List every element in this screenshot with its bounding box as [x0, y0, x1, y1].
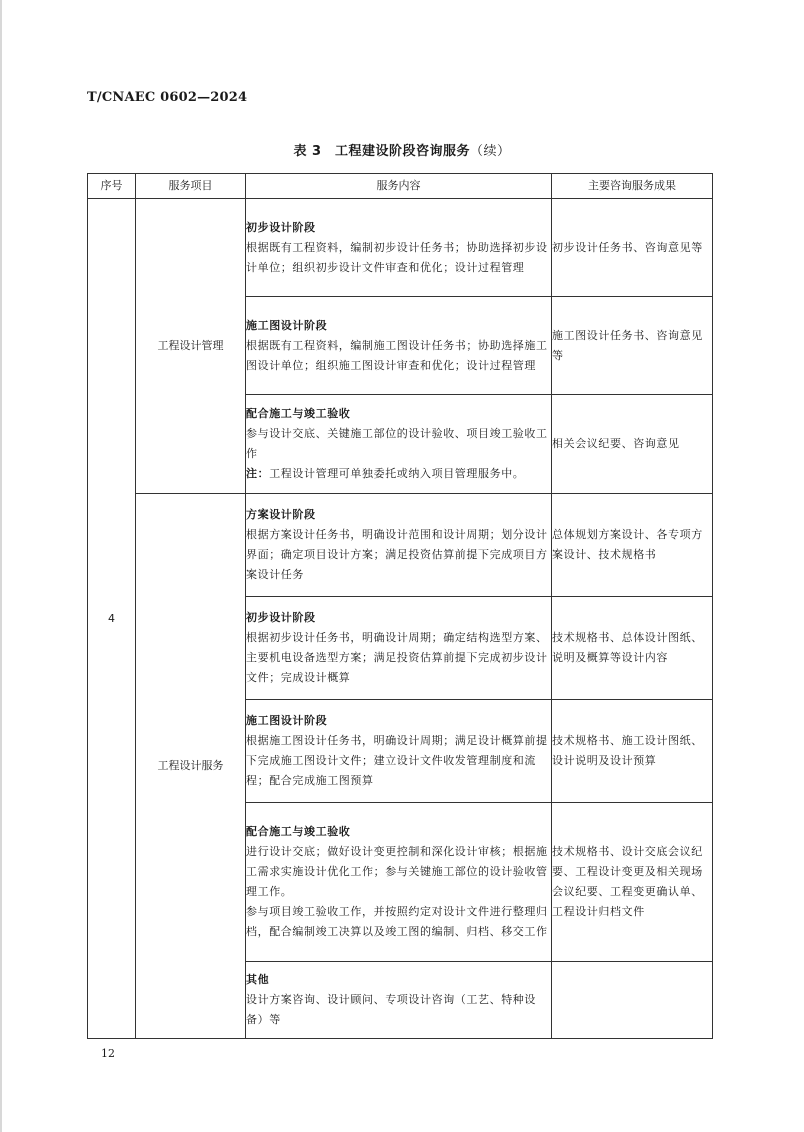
note-label: 注： — [246, 467, 270, 481]
stage-description: 根据既有工程资料，编制施工图设计任务书；协助选择施工图设计单位；组织施工图设计审查和优化；设计过程管理 — [246, 338, 548, 372]
stage-description: 根据既有工程资料，编制初步设计任务书；协助选择初步设计单位；组织初步设计文件审查和优化；设计过程管理 — [246, 240, 548, 274]
service-content-cell — [246, 493, 552, 596]
stage-description: 进行设计交底；做好设计变更控制和深化设计审核；根据施工需求实施设计优化工作；参与关键施工部位的设计验收管理工作。 — [246, 845, 548, 899]
stage-title: 初步设计阶段 — [246, 611, 316, 624]
table-row — [88, 199, 713, 297]
stage-note — [246, 464, 551, 484]
stage-title: 初步设计阶段 — [246, 220, 316, 234]
stage-title: 方案设计阶段 — [246, 507, 316, 521]
deliverable-cell: 技术规格书、施工设计图纸、设计说明及设计预算 — [552, 700, 713, 803]
deliverable-cell: 技术规格书、总体设计图纸、说明及概算等设计内容 — [552, 596, 713, 699]
column-header-number: 序号 — [88, 174, 136, 199]
stage-title: 施工图设计阶段 — [246, 714, 328, 728]
stage-title: 配合施工与竣工验收 — [246, 407, 351, 421]
stage-description-continued: 参与项目竣工验收工作，并按照约定对设计文件进行整理归档，配合编制竣工决算以及竣工图的编制、归档、移交工作 — [246, 905, 548, 939]
stage-description: 根据方案设计任务书，明确设计范围和设计周期；划分设计界面；确定项目设计方案；满足投资估算前提下完成项目方案设计任务 — [246, 527, 548, 581]
service-content-cell — [246, 961, 552, 1038]
service-content-cell — [246, 700, 552, 803]
stage-description: 参与设计交底、关键施工部位的设计验收、项目竣工验收工作 — [246, 427, 548, 461]
page-edge — [0, 0, 2, 1132]
deliverable-cell: 初步设计任务书、咨询意见等 — [552, 199, 713, 297]
column-header-service-content: 服务内容 — [246, 174, 552, 199]
column-header-service-item: 服务项目 — [136, 174, 246, 199]
deliverable-cell: 相关会议纪要、咨询意见 — [552, 395, 713, 493]
deliverable-cell: 总体规划方案设计、各专项方案设计、技术规格书 — [552, 493, 713, 596]
deliverable-cell: 施工图设计任务书、咨询意见等 — [552, 297, 713, 395]
table-title-continued: （续） — [470, 144, 511, 159]
stage-title: 配合施工与竣工验收 — [246, 825, 351, 839]
deliverable-cell: 技术规格书、设计交底会议纪要、工程设计变更及相关现场会议纪要、工程变更确认单、工程设计归档文件 — [552, 803, 713, 961]
table-row — [88, 493, 713, 596]
service-content-cell — [246, 199, 552, 297]
service-item-design-management: 工程设计管理 — [136, 199, 246, 494]
row-number-cell: 4 — [88, 199, 136, 1039]
document-code: T/CNAEC 0602—2024 — [87, 90, 248, 105]
service-content-cell — [246, 803, 552, 961]
table-title — [0, 140, 804, 159]
column-header-deliverables: 主要咨询服务成果 — [552, 174, 713, 199]
note-text: 工程设计管理可单独委托或纳入项目管理服务中。 — [269, 467, 525, 481]
table-header-row — [88, 174, 713, 199]
service-content-cell — [246, 297, 552, 395]
stage-description: 根据初步设计任务书，明确设计周期；确定结构选型方案、主要机电设备选型方案；满足投资估算前提下完成初步设计文件；完成设计概算 — [246, 631, 548, 684]
table-title-label: 表 3 工程建设阶段咨询服务 — [293, 144, 471, 159]
service-item-design-service: 工程设计服务 — [136, 493, 246, 1038]
stage-title: 施工图设计阶段 — [246, 318, 328, 332]
stage-description: 设计方案咨询、设计顾问、专项设计咨询（工艺、特种设备）等 — [246, 992, 536, 1026]
consulting-services-table — [87, 173, 713, 1039]
service-content-cell — [246, 596, 552, 699]
page-number: 12 — [101, 1047, 115, 1060]
stage-description: 根据施工图设计任务书，明确设计周期；满足设计概算前提下完成施工图设计文件；建立设计文件收发管理制度和流程；配合完成施工图预算 — [246, 734, 548, 788]
deliverable-cell — [552, 961, 713, 1038]
service-content-cell — [246, 395, 552, 493]
stage-title: 其他 — [246, 972, 270, 986]
